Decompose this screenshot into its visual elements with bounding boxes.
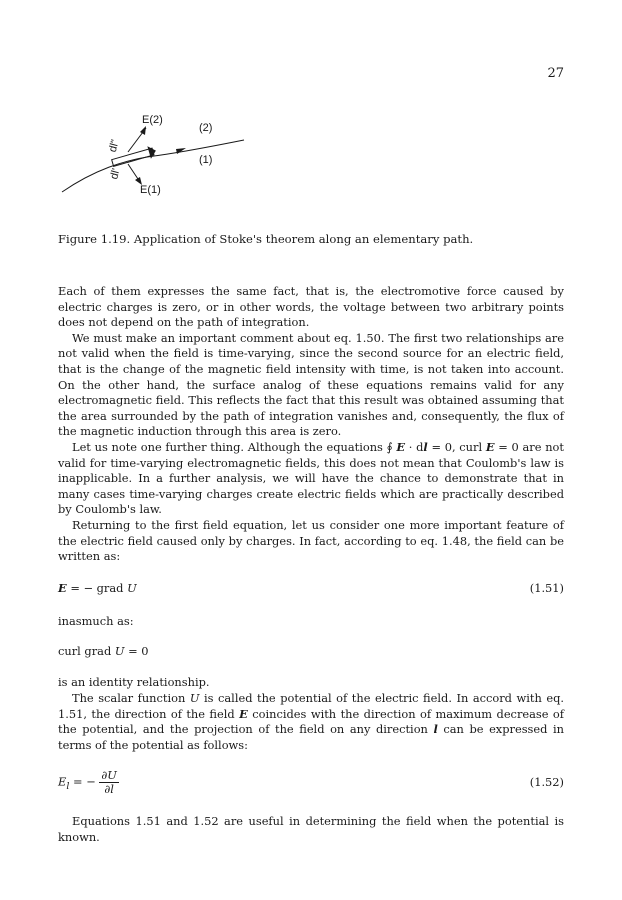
- paragraph-7: The scalar function U is called the potential of the electric field. In accord with eq. 1.51, the direction of the field E coincides with the direction of maximum decrease of the potential, and the projection of the field on any direction l can be expressed in terms of the potential as follows:: [58, 691, 565, 752]
- label-dl-double: dl": [106, 138, 122, 154]
- paragraph-8: Equations 1.51 and 1.52 are useful in determining the field when the potential is known.: [58, 814, 564, 845]
- figure-stokes-path: [54, 108, 254, 218]
- paragraph-1: Each of them expresses the same fact, that is, the electromotive force caused by electric charges is zero, or in other words, the voltage between two arbitrary points does not depend on the path of integration.: [58, 284, 564, 330]
- equation-1-51: E = − grad U (1.51): [58, 580, 564, 595]
- paragraph-5: inasmuch as:: [58, 614, 134, 629]
- equation-number-1-52: (1.52): [529, 775, 564, 790]
- body-text: [58, 284, 564, 846]
- label-e1: E(1): [140, 184, 161, 196]
- paragraph-6: is an identity relationship.: [58, 675, 210, 690]
- equation-identity: curl grad U = 0: [58, 643, 149, 658]
- paragraph-2: We must make an important comment about eq. 1.50. The first two relationships are not valid when the field is time-varying, since the second source for an electric field, that is the change of the magnetic field intensity with time, is not taken into account. On the other hand, the surface analog of these equations remains valid for any electromagnetic field. This reflects the fact that this result was obtained assuming that the area surrounded by the path of integration vanishes and, consequently, the flux of the magnetic induction through this area is zero.: [58, 330, 564, 439]
- label-path-1: (1): [199, 154, 213, 166]
- equation-1-52: $E_l$ = − $\frac{\partial U}{\partial l}$ (1.52): [58, 768, 564, 797]
- page-number: 27: [547, 66, 564, 81]
- label-dl-single: dl': [108, 167, 123, 181]
- figure-caption: Figure 1.19. Application of Stoke's theorem along an elementary path.: [58, 232, 474, 246]
- label-path-2: (2): [199, 122, 213, 134]
- label-e2: E(2): [142, 114, 163, 126]
- paragraph-4: Returning to the first field equation, let us consider one more important feature of the electric field caused only by charges. In fact, according to eq. 1.48, the field can be written as:: [58, 517, 564, 564]
- paragraph-3: Let us note one further thing. Although the equations ∮ E · dl = 0, curl E = 0 are not valid for time-varying electromagnetic fields, this does not mean that Coulomb's law is inapplicable. In a further analysis, we will have the chance to demonstrate that in many cases time-varying charges create electric fields which are practically described by Coulomb's law.: [58, 439, 564, 517]
- equation-number-1-51: (1.51): [529, 580, 564, 595]
